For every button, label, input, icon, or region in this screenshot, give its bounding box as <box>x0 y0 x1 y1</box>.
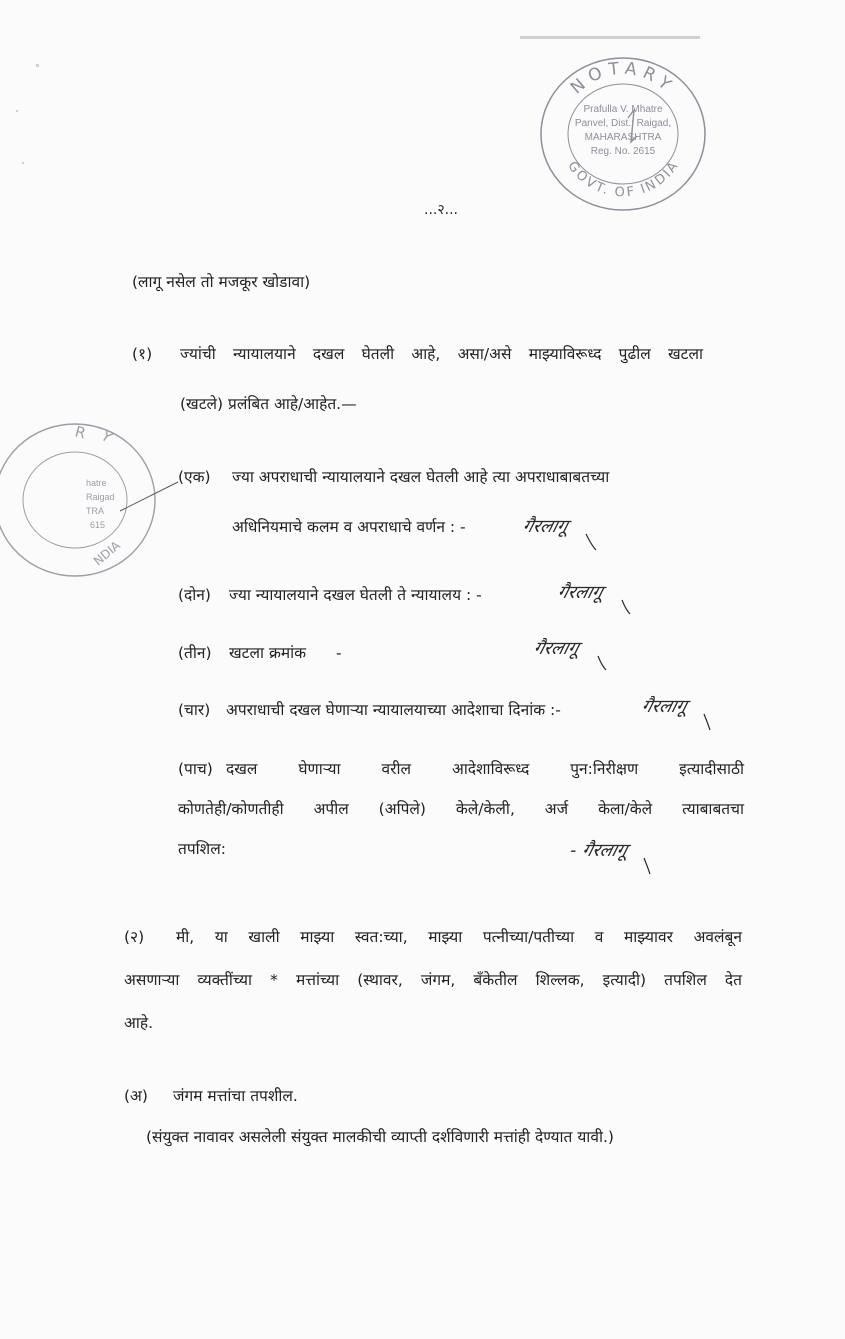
svg-text:GOVT. OF INDIA: GOVT. OF INDIA <box>564 158 682 201</box>
svg-text:Y: Y <box>97 426 116 447</box>
svg-text:NOTARY: NOTARY <box>566 58 680 99</box>
handwritten-entry-1 <box>520 506 616 550</box>
section1-number: (१) <box>132 345 153 363</box>
svg-text:गैरलागू: गैरलागू <box>520 516 570 537</box>
handwritten-entry-3 <box>531 632 626 676</box>
handwritten-entry-2 <box>555 576 650 620</box>
sectionA-note: (संयुक्त नावावर असलेली संयुक्त मालकीची व्याप्ती दर्शविणारी मत्तांही देण्यात यावी.) <box>146 1128 614 1146</box>
item5-line1: दखल घेणाऱ्या वरील आदेशाविरूध्द पुन:निरीक्षण इत्यादीसाठी <box>226 760 744 778</box>
item5-line3: तपशिल: <box>178 840 226 858</box>
instruction-text: (लागू नसेल तो मजकूर खोडावा) <box>132 273 311 291</box>
notary-stamp <box>538 52 708 212</box>
item1-number: (एक) <box>178 468 211 486</box>
handwritten-entry-5 <box>567 836 672 880</box>
svg-text:R: R <box>72 422 88 443</box>
notary-stamp-partial <box>0 416 160 586</box>
svg-text:गैरलागू: गैरलागू <box>531 638 581 659</box>
item4-number: (चार) <box>178 701 211 719</box>
sectionA-number: (अ) <box>124 1087 148 1105</box>
svg-text:-: - <box>567 840 580 861</box>
stamp-name: Prafulla V. Mhatre <box>583 104 663 115</box>
item3-dash: - <box>336 644 342 662</box>
item1-line2: अधिनियमाचे कलम व अपराधाचे वर्णन : - <box>232 518 466 536</box>
handwritten-entry-4 <box>639 690 734 734</box>
item2-text: ज्या न्यायालयाने दखल घेतली ते न्यायालय : - <box>229 586 482 604</box>
section1-line1: ज्यांची न्यायालयाने दखल घेतली आहे, असा/असे माझ्याविरूध्द पुढील खटला <box>180 345 703 363</box>
item1-line1: ज्या अपराधाची न्यायालयाने दखल घेतली आहे त्या अपराधाबाबतच्या <box>232 468 610 486</box>
section2-line2: असणाऱ्या व्यक्तींच्या * मत्तांच्या (स्थावर, जंगम, बॅंकेतील शिल्लक, इत्यादी) तपशिल देत <box>124 971 742 989</box>
svg-text:गैरलागू: गैरलागू <box>555 582 605 603</box>
svg-text:NDIA: NDIA <box>90 538 123 569</box>
section1-line2: (खटले) प्रलंबित आहे/आहेत.— <box>180 395 357 413</box>
page-marker: ...२... <box>424 202 458 218</box>
svg-text:गैरलागू: गैरलागू <box>639 696 689 717</box>
section2-line1: मी, या खाली माझ्या स्वत:च्या, माझ्या पत्नीच्या/पतीच्या व माझ्यावर अवलंबून <box>176 928 742 946</box>
scan-edge-mark <box>520 36 700 39</box>
item3-number: (तीन) <box>178 644 212 662</box>
scan-edge-dot <box>36 64 39 67</box>
item4-text: अपराधाची दखल घेणाऱ्या न्यायालयाच्या आदेशाचा दिनांक :- <box>226 701 561 719</box>
svg-text:गैरलागू: गैरलागू <box>579 840 630 861</box>
item2-number: (दोन) <box>178 586 211 604</box>
item5-number: (पाच) <box>178 760 213 778</box>
stamp-reg: Reg. No. 2615 <box>590 146 656 157</box>
svg-text:Raigad: Raigad <box>86 492 115 502</box>
scan-edge-dot <box>16 110 18 112</box>
section2-number: (२) <box>124 928 145 946</box>
sectionA-title: जंगम मत्तांचा तपशील. <box>173 1087 298 1105</box>
item3-text: खटला क्रमांक <box>229 644 307 662</box>
section2-line3: आहे. <box>124 1014 153 1032</box>
scan-edge-dot <box>22 162 24 164</box>
svg-text:TRA: TRA <box>86 506 104 516</box>
svg-text:hatre: hatre <box>86 478 107 488</box>
stamp-place: Panvel, Dist.: Raigad, <box>574 118 672 129</box>
stamp-state: MAHARASHTRA <box>584 132 662 143</box>
svg-text:615: 615 <box>90 520 106 530</box>
item5-line2: कोणतेही/कोणतीही अपील (अपिले) केले/केली, अर्ज केला/केले त्याबाबतचा <box>178 800 744 818</box>
